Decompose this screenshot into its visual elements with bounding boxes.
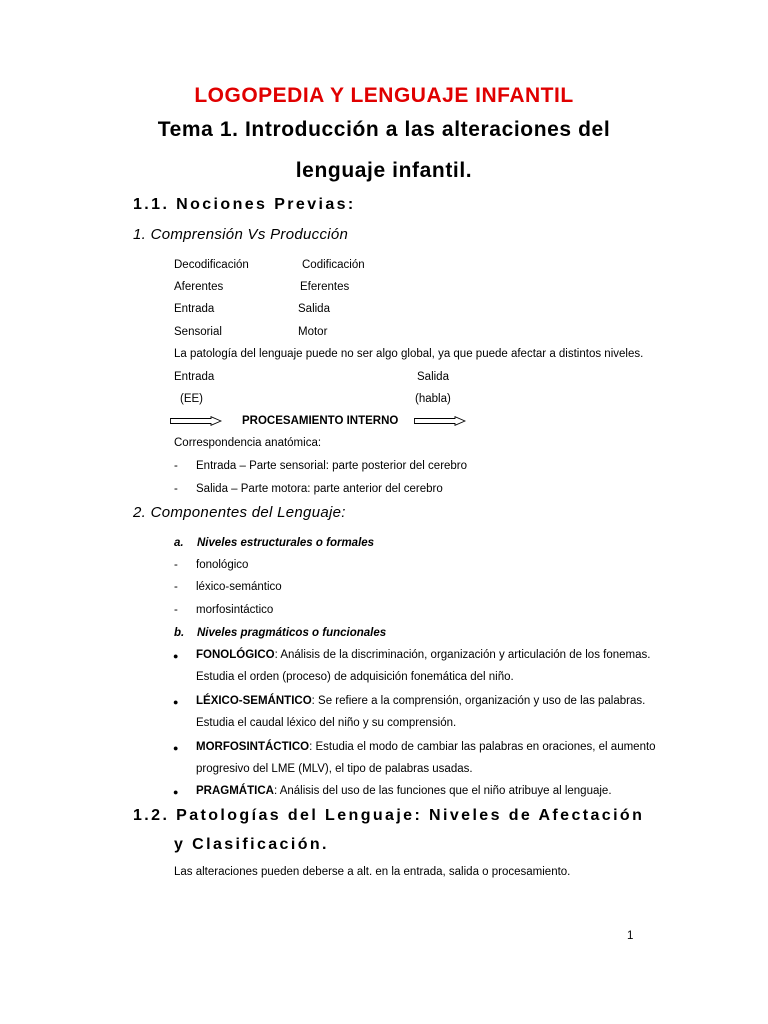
label-ee: (EE) [180, 393, 203, 405]
section-heading-1-2-line-2: y Clasificación. [174, 836, 329, 853]
list-item [196, 695, 645, 707]
paragraph-alteraciones: Las alteraciones pueden deberse a alt. en la entrada, salida o procesamiento. [174, 866, 571, 878]
pair-left: Decodificación [174, 259, 249, 271]
label-salida: Salida [417, 371, 449, 383]
term-description: : Estudia el modo de cambiar las palabras en oraciones, el aumento [309, 741, 656, 753]
term: LÉXICO-SEMÁNTICO [196, 695, 312, 707]
dash-marker: - [174, 483, 178, 495]
topic-title-line-2: lenguaje infantil. [295, 159, 473, 182]
term: FONOLÓGICO [196, 649, 275, 661]
section-heading-1-2-line-1: 1.2. Patologías del Lenguaje: Niveles de Afectación [133, 807, 645, 824]
list-item-continuation: progresivo del LME (MLV), el tipo de palabras usadas. [196, 763, 473, 775]
pair-right: Motor [298, 326, 328, 338]
list-item: Salida – Parte motora: parte anterior del cerebro [196, 483, 443, 495]
list-item: Entrada – Parte sensorial: parte posterior del cerebro [196, 460, 468, 472]
label-correspondencia: Correspondencia anatómica: [174, 437, 322, 449]
topic-title-line-1: Tema 1. Introducción a las alteraciones del [157, 118, 611, 141]
heading-niveles-estructurales: Niveles estructurales o formales [197, 537, 375, 549]
bullet-icon: ● [173, 743, 179, 753]
term-description: : Análisis de la discriminación, organización y articulación de los fonemas. [274, 649, 651, 661]
list-item: fonológico [196, 559, 249, 571]
bullet-icon: ● [173, 787, 179, 797]
pair-left: Aferentes [174, 281, 224, 293]
term-description: : Se refiere a la comprensión, organización y uso de las palabras. [311, 695, 646, 707]
list-item-continuation: Estudia el orden (proceso) de adquisición fonemática del niño. [196, 671, 514, 683]
document-title: LOGOPEDIA Y LENGUAJE INFANTIL [194, 84, 574, 107]
heading-niveles-pragmaticos: Niveles pragmáticos o funcionales [197, 627, 387, 639]
term: PRAGMÁTICA [196, 785, 274, 797]
pair-right: Salida [298, 303, 330, 315]
list-item [196, 741, 656, 753]
paragraph-patologia: La patología del lenguaje puede no ser algo global, ya que puede afectar a distintos niveles. [174, 348, 644, 360]
section-heading-1-1: 1.1. Nociones Previas: [133, 196, 356, 213]
dash-marker: - [174, 581, 178, 593]
dash-marker: - [174, 460, 178, 472]
label-habla: (habla) [415, 393, 451, 405]
list-letter-b: b. [174, 627, 185, 639]
page-number: 1 [627, 930, 634, 942]
list-item: morfosintáctico [196, 604, 274, 616]
pair-right: Codificación [302, 259, 365, 271]
bullet-icon: ● [173, 651, 179, 661]
pair-right: Eferentes [300, 281, 350, 293]
dash-marker: - [174, 604, 178, 616]
list-item [196, 785, 612, 797]
term: MORFOSINTÁCTICO [196, 741, 310, 753]
label-entrada: Entrada [174, 371, 215, 383]
subheading-comprension: 1. Comprensión Vs Producción [133, 226, 349, 243]
dash-marker: - [174, 559, 178, 571]
term-description: : Análisis del uso de las funciones que el niño atribuye al lenguaje. [273, 785, 612, 797]
list-item [196, 649, 650, 661]
bullet-icon: ● [173, 697, 179, 707]
arrow-right-icon [170, 416, 222, 426]
subheading-componentes: 2. Componentes del Lenguaje: [133, 504, 346, 521]
pair-left: Entrada [174, 303, 215, 315]
label-procesamiento: PROCESAMIENTO INTERNO [242, 415, 399, 427]
list-letter-a: a. [174, 537, 184, 549]
pair-left: Sensorial [174, 326, 222, 338]
arrow-right-icon [414, 416, 466, 426]
list-item-continuation: Estudia el caudal léxico del niño y su comprensión. [196, 717, 457, 729]
list-item: léxico-semántico [196, 581, 282, 593]
